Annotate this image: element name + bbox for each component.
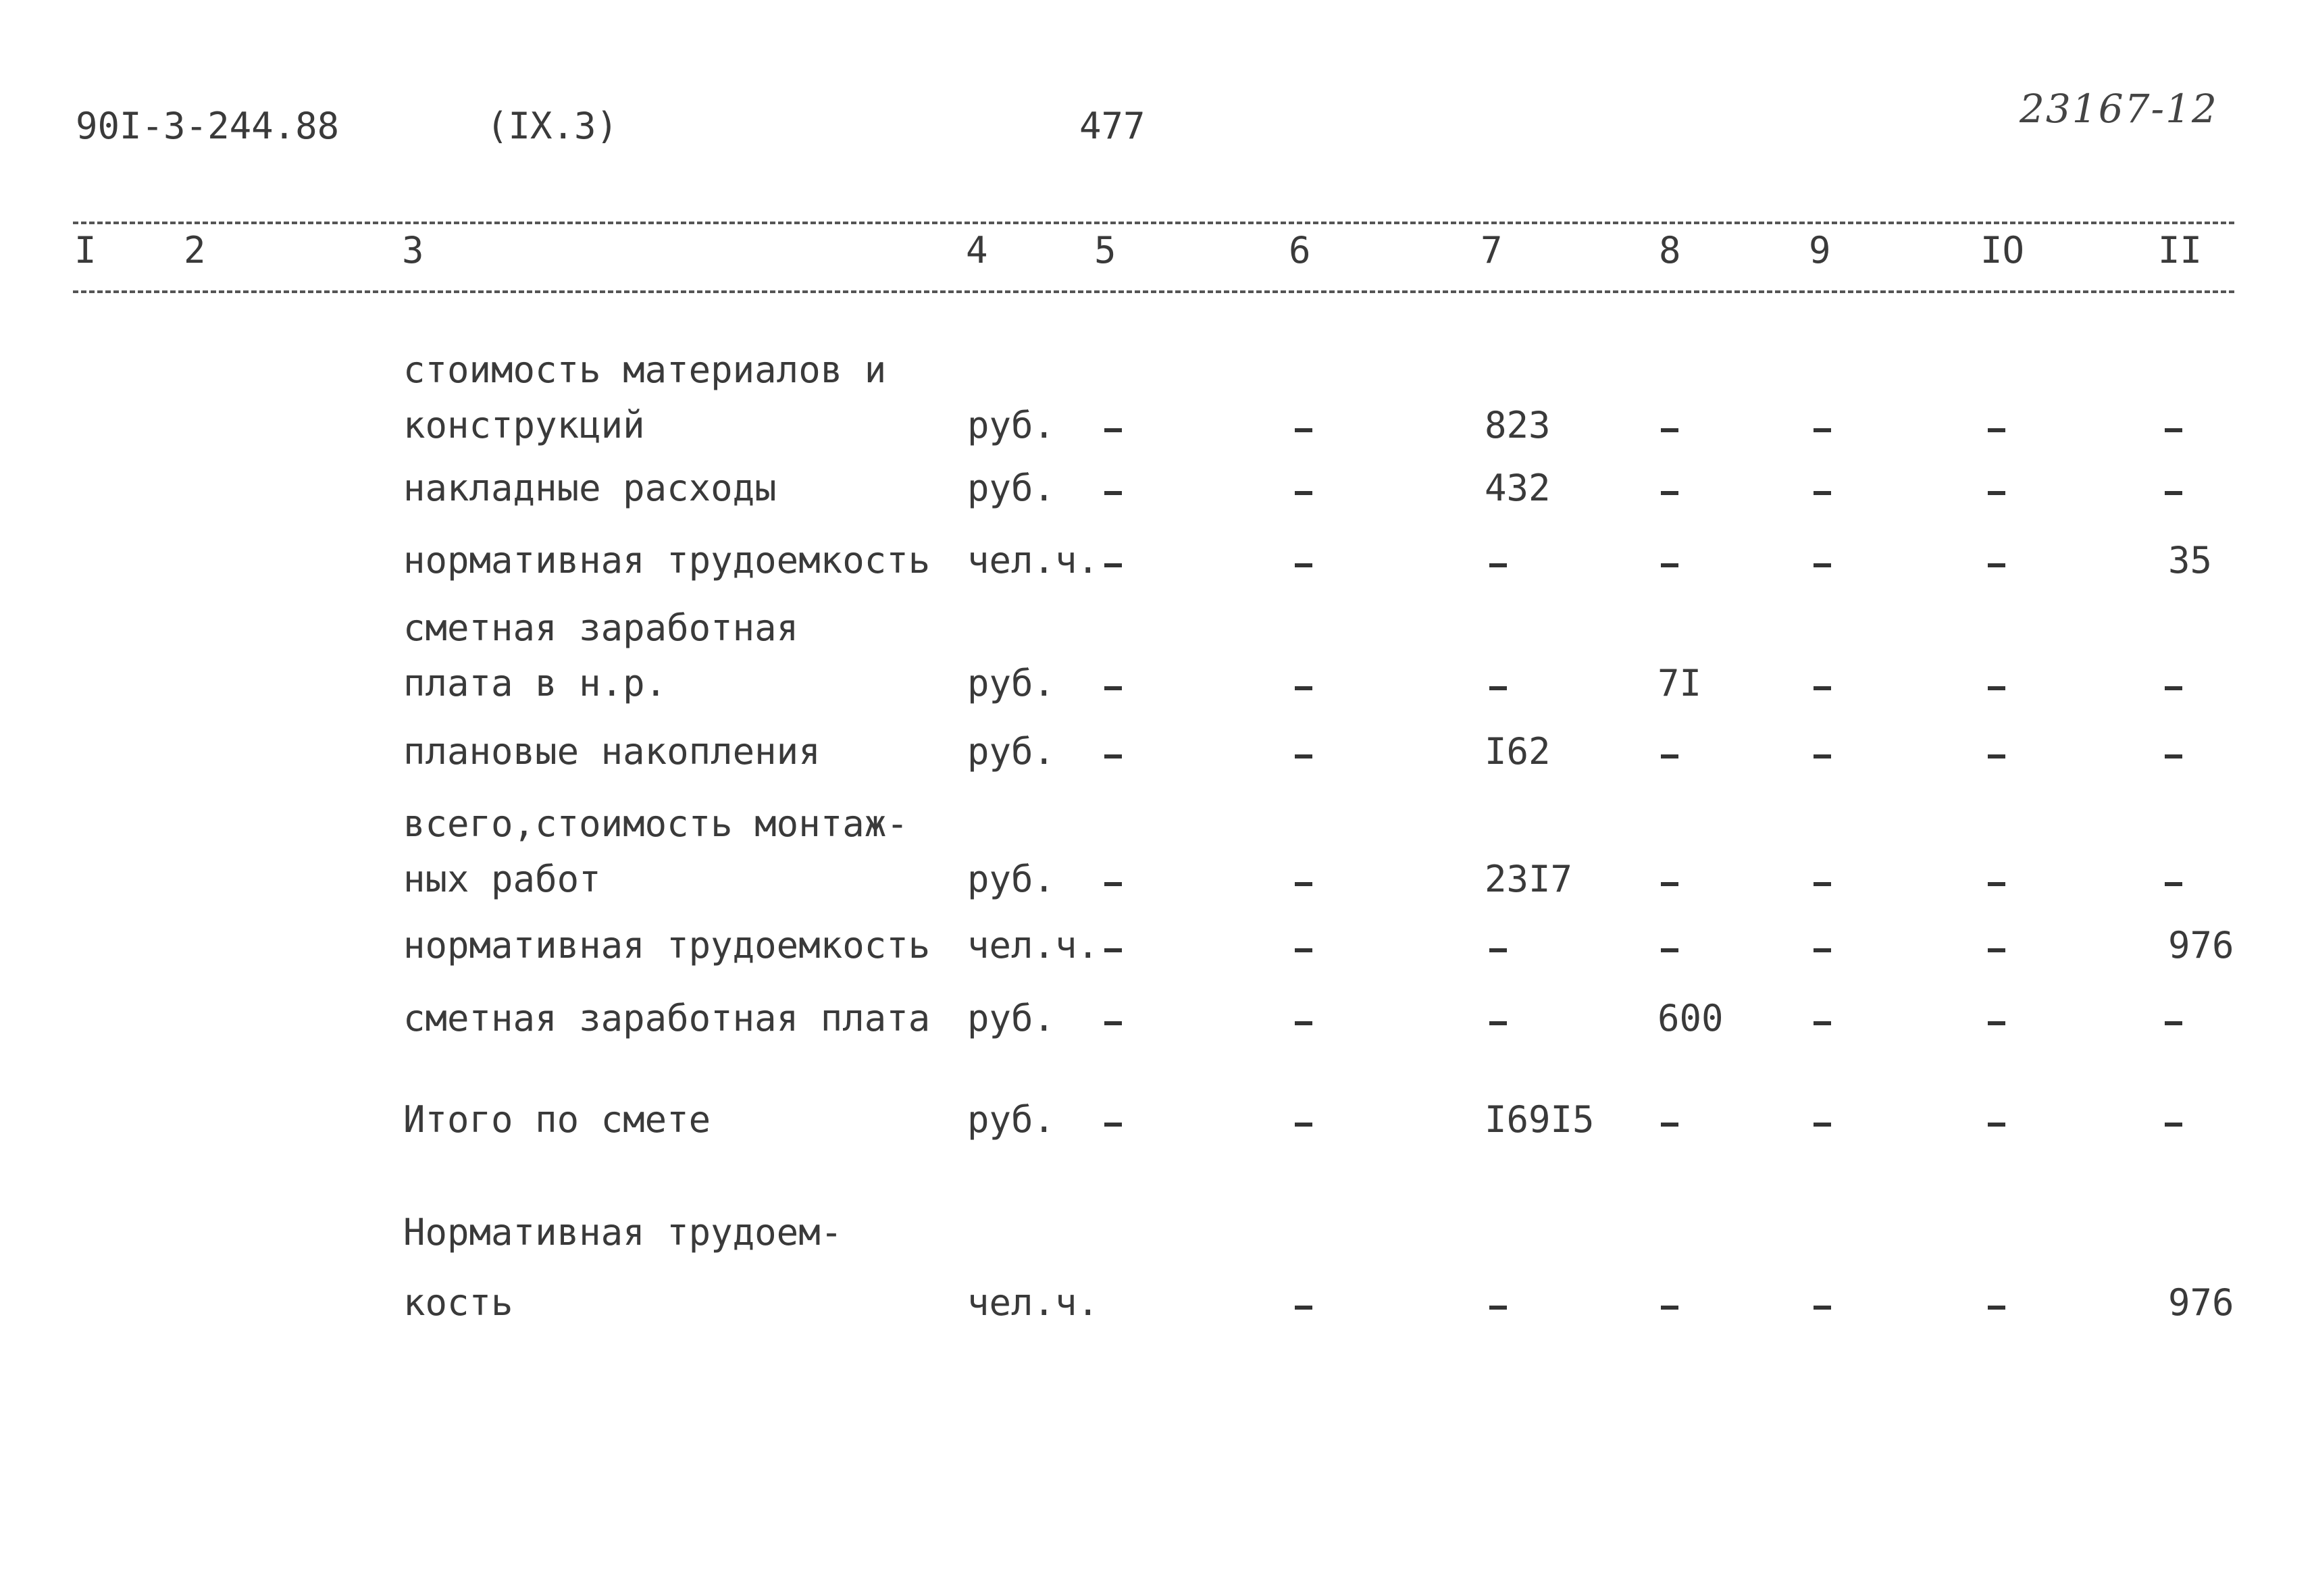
row-value: I69I5: [1485, 1098, 1595, 1141]
row-value: 7I: [1657, 662, 1702, 704]
empty-value-dash: [1104, 1021, 1122, 1025]
row-value: 35: [2168, 539, 2213, 582]
row-value: 600: [1657, 997, 1724, 1039]
empty-value-dash: [1988, 1021, 2005, 1025]
row-label-line: сметная заработная: [403, 607, 799, 649]
row-unit: руб.: [967, 1098, 1056, 1141]
empty-value-dash: [1814, 754, 1831, 758]
column-number-6: 6: [1289, 229, 1311, 272]
empty-value-dash: [1988, 882, 2005, 886]
row-unit: руб.: [967, 662, 1056, 704]
empty-value-dash: [1988, 491, 2005, 495]
row-label-line: накладные расходы: [403, 467, 777, 509]
empty-value-dash: [1489, 948, 1507, 952]
row-label-line: конструкций: [403, 404, 645, 446]
empty-value-dash: [1661, 948, 1678, 952]
row-unit: чел.ч.: [967, 1281, 1100, 1324]
empty-value-dash: [1295, 882, 1312, 886]
table-header-top-rule: [73, 222, 2234, 224]
empty-value-dash: [1988, 428, 2005, 432]
row-label-line: сметная заработная плата: [403, 997, 931, 1039]
empty-value-dash: [1988, 754, 2005, 758]
row-value: 23I7: [1485, 858, 1573, 900]
column-number-1: I: [74, 229, 97, 272]
row-label-line: плата в н.р.: [403, 662, 667, 704]
empty-value-dash: [1104, 563, 1122, 567]
empty-value-dash: [1295, 948, 1312, 952]
empty-value-dash: [2165, 1021, 2182, 1025]
empty-value-dash: [1988, 563, 2005, 567]
row-unit: руб.: [967, 467, 1056, 509]
empty-value-dash: [1104, 882, 1122, 886]
empty-value-dash: [1489, 1021, 1507, 1025]
empty-value-dash: [1814, 1021, 1831, 1025]
empty-value-dash: [1661, 428, 1678, 432]
row-label-line: ных работ: [403, 858, 601, 900]
empty-value-dash: [1661, 1123, 1678, 1127]
row-label-line: кость: [403, 1281, 513, 1324]
table-header-bottom-rule: [73, 290, 2234, 293]
column-number-4: 4: [966, 229, 988, 272]
column-number-3: 3: [402, 229, 424, 272]
empty-value-dash: [1988, 1123, 2005, 1127]
empty-value-dash: [1104, 754, 1122, 758]
row-unit: чел.ч.: [967, 924, 1100, 967]
empty-value-dash: [1814, 1306, 1831, 1310]
empty-value-dash: [2165, 491, 2182, 495]
column-number-8: 8: [1659, 229, 1681, 272]
empty-value-dash: [2165, 754, 2182, 758]
empty-value-dash: [1104, 428, 1122, 432]
empty-value-dash: [1295, 563, 1312, 567]
empty-value-dash: [1661, 754, 1678, 758]
row-label-line: нормативная трудоемкость: [403, 539, 931, 582]
empty-value-dash: [1104, 1123, 1122, 1127]
row-label-line: плановые накопления: [403, 730, 821, 773]
empty-value-dash: [1295, 1306, 1312, 1310]
empty-value-dash: [1988, 948, 2005, 952]
row-unit: руб.: [967, 404, 1056, 446]
empty-value-dash: [1295, 686, 1312, 690]
empty-value-dash: [1661, 882, 1678, 886]
column-number-10: IO: [1980, 229, 2025, 272]
handwritten-stamp: 23167-12: [2020, 86, 2218, 132]
empty-value-dash: [2165, 686, 2182, 690]
row-label-line: всего,стоимость монтаж-: [403, 802, 908, 845]
empty-value-dash: [1814, 563, 1831, 567]
column-number-7: 7: [1481, 229, 1503, 272]
empty-value-dash: [1489, 563, 1507, 567]
column-number-5: 5: [1094, 229, 1116, 272]
empty-value-dash: [1661, 563, 1678, 567]
empty-value-dash: [1104, 948, 1122, 952]
document-code: 90I-3-244.88: [76, 105, 340, 147]
row-unit: чел.ч.: [967, 539, 1100, 582]
empty-value-dash: [1295, 754, 1312, 758]
empty-value-dash: [1295, 491, 1312, 495]
empty-value-dash: [1104, 491, 1122, 495]
empty-value-dash: [1295, 428, 1312, 432]
empty-value-dash: [1814, 882, 1831, 886]
row-label-line: Итого по смете: [403, 1098, 711, 1141]
empty-value-dash: [1988, 686, 2005, 690]
row-value: 432: [1485, 467, 1551, 509]
empty-value-dash: [1814, 948, 1831, 952]
empty-value-dash: [2165, 882, 2182, 886]
empty-value-dash: [1814, 1123, 1831, 1127]
page-number: 477: [1079, 105, 1146, 147]
column-number-9: 9: [1809, 229, 1831, 272]
section-number: (IX.3): [486, 105, 619, 147]
empty-value-dash: [1814, 428, 1831, 432]
row-unit: руб.: [967, 858, 1056, 900]
row-value: 976: [2168, 924, 2234, 967]
row-label-line: стоимость материалов и: [403, 349, 887, 391]
column-number-2: 2: [184, 229, 206, 272]
empty-value-dash: [1489, 1306, 1507, 1310]
row-unit: руб.: [967, 997, 1056, 1039]
row-value: 823: [1485, 404, 1551, 446]
empty-value-dash: [1295, 1021, 1312, 1025]
empty-value-dash: [2165, 428, 2182, 432]
empty-value-dash: [2165, 1123, 2182, 1127]
row-value: I62: [1485, 730, 1551, 773]
row-label-line: нормативная трудоемкость: [403, 924, 931, 967]
row-unit: руб.: [967, 730, 1056, 773]
empty-value-dash: [1661, 491, 1678, 495]
empty-value-dash: [1814, 491, 1831, 495]
empty-value-dash: [1104, 686, 1122, 690]
empty-value-dash: [1489, 686, 1507, 690]
empty-value-dash: [1814, 686, 1831, 690]
empty-value-dash: [1295, 1123, 1312, 1127]
empty-value-dash: [1988, 1306, 2005, 1310]
row-value: 976: [2168, 1281, 2234, 1324]
empty-value-dash: [1661, 1306, 1678, 1310]
column-number-11: II: [2158, 229, 2203, 272]
row-label-line: Нормативная трудоем-: [403, 1211, 843, 1254]
